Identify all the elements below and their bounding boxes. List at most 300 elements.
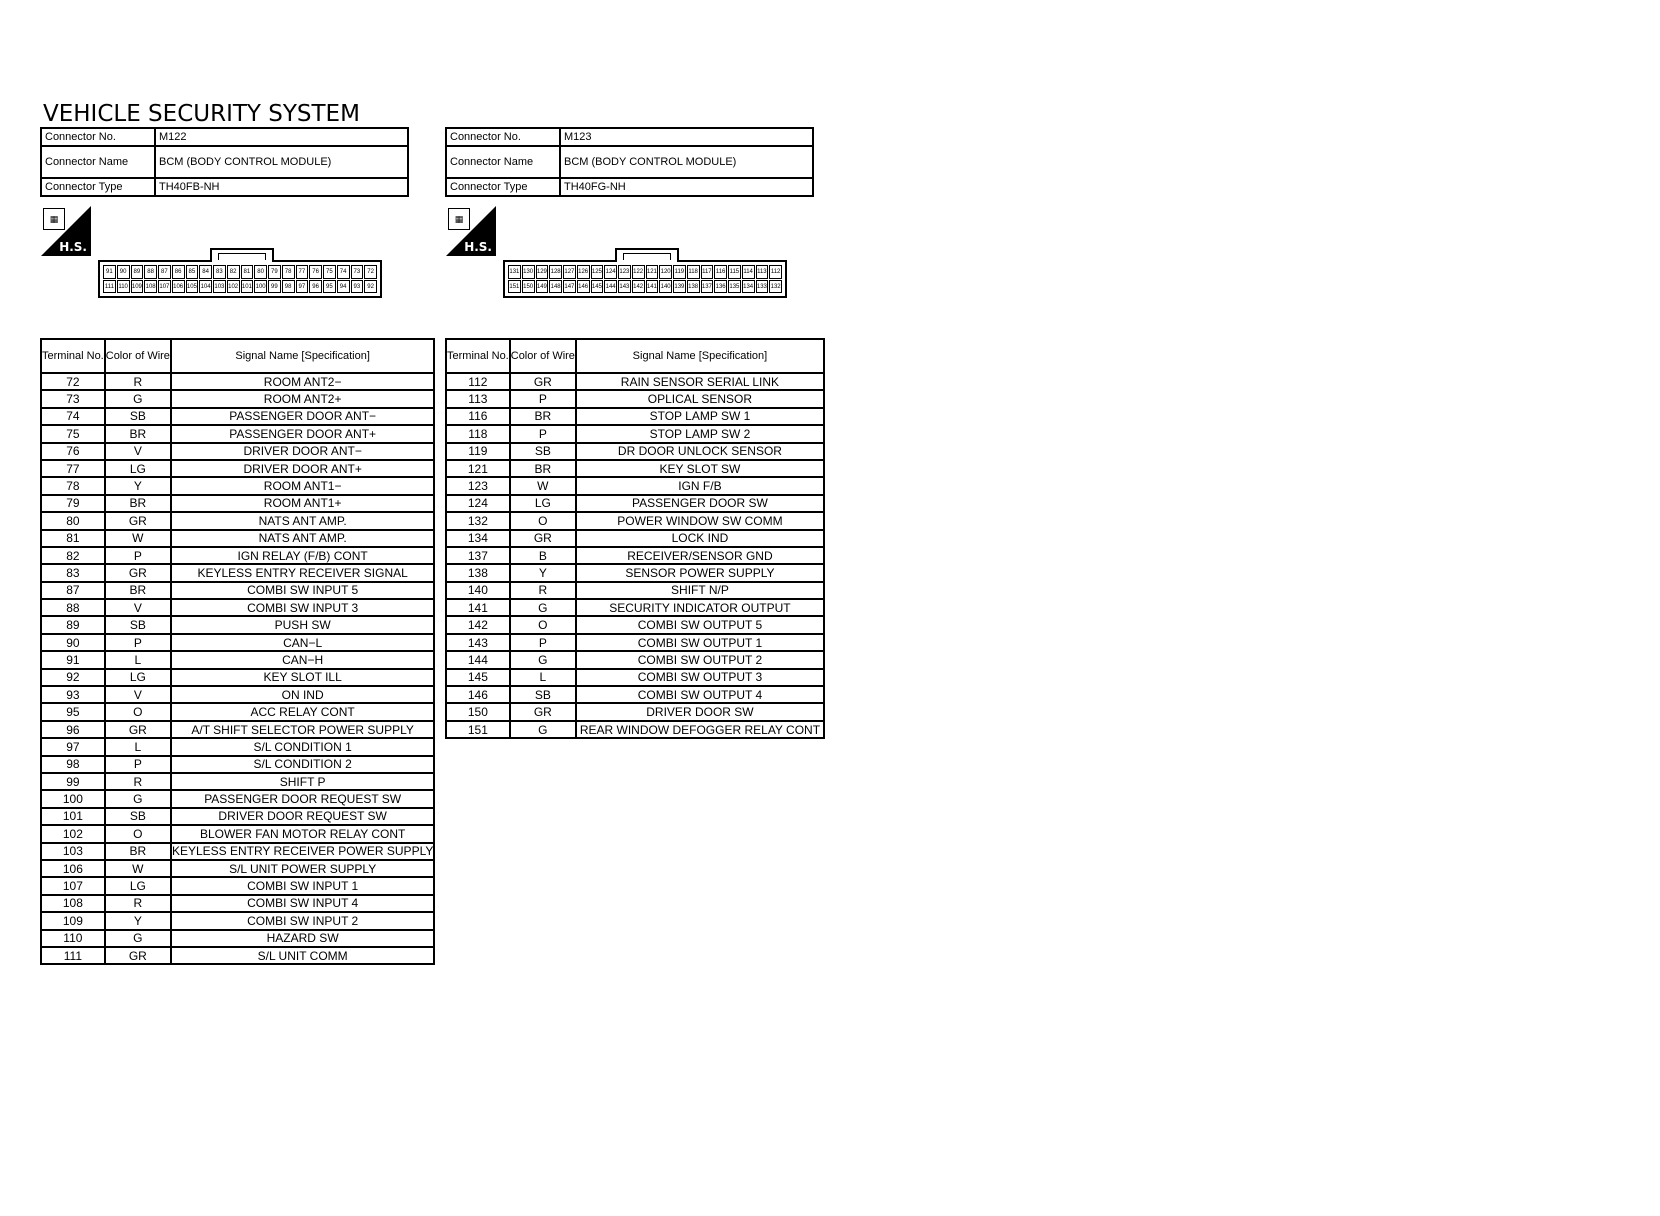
terminal-no-cell: 107 [41, 877, 105, 894]
table-row [41, 477, 434, 494]
wire-color-cell: GR [105, 564, 171, 581]
table-row [41, 616, 434, 633]
signal-name-cell: RECEIVER/SENSOR GND [576, 547, 824, 564]
wire-color-cell: SB [105, 616, 171, 633]
terminal-no-cell: 81 [41, 530, 105, 547]
signal-name-cell: S/L CONDITION 1 [171, 738, 434, 755]
signal-name-cell: COMBI SW INPUT 1 [171, 877, 434, 894]
table-row [41, 495, 434, 512]
connector-pin: 123 [618, 265, 631, 279]
connector-pin: 85 [186, 265, 199, 279]
connector-pin: 143 [618, 280, 631, 294]
signal-name-cell: KEYLESS ENTRY RECEIVER POWER SUPPLY [171, 844, 434, 859]
table-row [446, 703, 824, 720]
connector-pin: 141 [646, 280, 659, 294]
signal-name-cell: DRIVER DOOR ANT+ [171, 460, 434, 477]
signal-name-cell: A/T SHIFT SELECTOR POWER SUPPLY [171, 721, 434, 738]
connector-pin: 81 [241, 265, 254, 279]
wire-color-cell: G [105, 790, 171, 807]
connector-pin: 96 [309, 280, 322, 294]
connector-pin: 151 [508, 280, 521, 294]
wire-color-cell: LG [510, 495, 576, 512]
wire-color-cell: V [105, 686, 171, 703]
connector-pin: 99 [268, 280, 281, 294]
signal-name-cell: COMBI SW OUTPUT 1 [576, 634, 824, 651]
connector-pin: 125 [591, 265, 604, 279]
connector-pin: 139 [673, 280, 686, 294]
table-row [446, 616, 824, 633]
wire-color-cell: Y [105, 912, 171, 929]
signal-name-cell: ON IND [171, 686, 434, 703]
wire-color-cell: SB [105, 408, 171, 425]
table-row [41, 790, 434, 807]
connector-pin: 122 [632, 265, 645, 279]
connector-info-table-left [40, 127, 409, 197]
connector-no-label: Connector No. [446, 128, 560, 146]
col-terminal-no: Terminal No. [41, 339, 105, 373]
signal-name-cell: CAN−H [171, 651, 434, 668]
table-row [446, 582, 824, 599]
table-row [41, 808, 434, 825]
signal-name-cell: KEY SLOT ILL [171, 669, 434, 686]
table-row [446, 425, 824, 442]
signal-name-cell: COMBI SW OUTPUT 5 [576, 616, 824, 633]
connector-pin: 128 [549, 265, 562, 279]
connector-pin: 80 [254, 265, 267, 279]
connector-pin: 91 [103, 265, 116, 279]
wire-color-cell: L [105, 738, 171, 755]
wire-color-cell: V [105, 443, 171, 460]
connector-pin: 82 [227, 265, 240, 279]
table-row [41, 912, 434, 929]
table-row [41, 460, 434, 477]
connector-latch [210, 248, 274, 262]
table-row [41, 512, 434, 529]
signal-name-cell: KEY SLOT SW [576, 460, 824, 477]
wire-color-cell: LG [105, 877, 171, 894]
col-signal-name: Signal Name [Specification] [171, 339, 434, 373]
table-row [41, 860, 434, 877]
table-row [41, 547, 434, 564]
wire-color-cell: O [510, 512, 576, 529]
table-row [41, 703, 434, 720]
connector-pin: 94 [337, 280, 350, 294]
table-row [446, 443, 824, 460]
connector-pin: 147 [563, 280, 576, 294]
signal-name-cell: OPLICAL SENSOR [576, 390, 824, 407]
signal-name-cell: BLOWER FAN MOTOR RELAY CONT [171, 825, 434, 842]
connector-face-diagram-right [503, 260, 787, 298]
terminal-no-cell: 121 [446, 460, 510, 477]
connector-pin: 140 [659, 280, 672, 294]
signal-name-cell: ACC RELAY CONT [171, 703, 434, 720]
connector-pin: 108 [144, 280, 157, 294]
terminal-no-cell: 144 [446, 651, 510, 668]
hs-harness-side-icon: ▦ H.S. [41, 206, 91, 256]
connector-pin: 89 [131, 265, 144, 279]
table-row [446, 495, 824, 512]
connector-pin: 97 [296, 280, 309, 294]
terminal-no-cell: 87 [41, 582, 105, 599]
terminal-no-cell: 111 [41, 947, 105, 964]
signal-name-cell: PASSENGER DOOR ANT+ [171, 425, 434, 442]
connector-pin: 79 [268, 265, 281, 279]
connector-pin: 142 [632, 280, 645, 294]
table-row [446, 686, 824, 703]
wire-color-cell: LG [105, 460, 171, 477]
wire-color-cell: SB [510, 443, 576, 460]
terminal-no-cell: 98 [41, 756, 105, 773]
connector-no-value: M123 [560, 128, 813, 146]
signal-name-cell: ROOM ANT1− [171, 477, 434, 494]
terminal-no-cell: 150 [446, 703, 510, 720]
terminal-no-cell: 91 [41, 651, 105, 668]
terminal-no-cell: 145 [446, 669, 510, 686]
table-row [41, 738, 434, 755]
connector-pin: 130 [522, 265, 535, 279]
signal-name-cell: HAZARD SW [171, 930, 434, 947]
terminal-no-cell: 119 [446, 443, 510, 460]
signal-name-cell: DRIVER DOOR ANT− [171, 443, 434, 460]
connector-pin: 133 [756, 280, 769, 294]
wire-color-cell: B [510, 547, 576, 564]
wire-color-cell: P [105, 634, 171, 651]
wire-color-cell: P [510, 634, 576, 651]
terminal-no-cell: 108 [41, 895, 105, 912]
wire-color-cell: BR [105, 495, 171, 512]
connector-pin: 84 [199, 265, 212, 279]
connector-no-value: M122 [155, 128, 408, 146]
terminal-table-right [445, 338, 825, 739]
connector-type-value: TH40FB-NH [155, 178, 408, 196]
terminal-no-cell: 80 [41, 512, 105, 529]
signal-name-cell: STOP LAMP SW 1 [576, 408, 824, 425]
wire-color-cell: R [105, 895, 171, 912]
terminal-no-cell: 89 [41, 616, 105, 633]
table-row [446, 634, 824, 651]
wire-color-cell: O [105, 825, 171, 842]
connector-pin: 148 [549, 280, 562, 294]
wire-color-cell: R [105, 373, 171, 390]
table-row [41, 408, 434, 425]
connector-pin: 129 [536, 265, 549, 279]
terminal-no-cell: 124 [446, 495, 510, 512]
signal-name-cell: PASSENGER DOOR REQUEST SW [171, 790, 434, 807]
wire-color-cell: G [510, 599, 576, 616]
connector-pin: 134 [742, 280, 755, 294]
connector-pin: 150 [522, 280, 535, 294]
connector-pin: 77 [296, 265, 309, 279]
wire-color-cell: P [510, 390, 576, 407]
signal-name-cell: PUSH SW [171, 616, 434, 633]
wire-color-cell: SB [510, 686, 576, 703]
terminal-no-cell: 116 [446, 408, 510, 425]
terminal-no-cell: 141 [446, 599, 510, 616]
terminal-no-cell: 112 [446, 373, 510, 390]
terminal-no-cell: 73 [41, 390, 105, 407]
signal-name-cell: ROOM ANT1+ [171, 495, 434, 512]
terminal-no-cell: 92 [41, 669, 105, 686]
table-row [41, 843, 434, 860]
connector-pin: 90 [117, 265, 130, 279]
connector-pin: 98 [282, 280, 295, 294]
terminal-no-cell: 143 [446, 634, 510, 651]
signal-name-cell: ROOM ANT2+ [171, 390, 434, 407]
terminal-no-cell: 140 [446, 582, 510, 599]
terminal-no-cell: 77 [41, 460, 105, 477]
connector-pin: 111 [103, 280, 116, 294]
wire-color-cell: LG [105, 669, 171, 686]
wire-color-cell: G [105, 390, 171, 407]
connector-pin: 95 [323, 280, 336, 294]
wire-color-cell: BR [105, 425, 171, 442]
signal-name-cell: S/L CONDITION 2 [171, 756, 434, 773]
signal-name-cell: SECURITY INDICATOR OUTPUT [576, 599, 824, 616]
connector-pin: 132 [769, 280, 782, 294]
wire-color-cell: W [105, 860, 171, 877]
terminal-no-cell: 96 [41, 721, 105, 738]
connector-pin: 93 [351, 280, 364, 294]
connector-mini-icon: ▦ [43, 208, 65, 230]
connector-pin: 145 [591, 280, 604, 294]
connector-pin: 117 [701, 265, 714, 279]
table-row [41, 373, 434, 390]
connector-pin: 110 [117, 280, 130, 294]
wire-color-cell: GR [105, 512, 171, 529]
terminal-no-cell: 88 [41, 599, 105, 616]
connector-pin: 118 [687, 265, 700, 279]
signal-name-cell: COMBI SW INPUT 2 [171, 912, 434, 929]
table-row [446, 599, 824, 616]
terminal-no-cell: 113 [446, 390, 510, 407]
signal-name-cell: PASSENGER DOOR ANT− [171, 408, 434, 425]
terminal-no-cell: 132 [446, 512, 510, 529]
connector-pin: 113 [756, 265, 769, 279]
connector-pin: 112 [769, 265, 782, 279]
table-row [41, 651, 434, 668]
connector-pin: 137 [701, 280, 714, 294]
signal-name-cell: NATS ANT AMP. [171, 530, 434, 547]
terminal-no-cell: 118 [446, 425, 510, 442]
terminal-no-cell: 123 [446, 477, 510, 494]
connector-pin: 127 [563, 265, 576, 279]
terminal-no-cell: 134 [446, 530, 510, 547]
table-row [446, 651, 824, 668]
signal-name-cell: NATS ANT AMP. [171, 512, 434, 529]
wire-color-cell: GR [105, 721, 171, 738]
connector-pin: 76 [309, 265, 322, 279]
connector-pin: 103 [213, 280, 226, 294]
connector-pin: 146 [577, 280, 590, 294]
signal-name-cell: LOCK IND [576, 530, 824, 547]
signal-name-cell: RAIN SENSOR SERIAL LINK [576, 373, 824, 390]
signal-name-cell: KEYLESS ENTRY RECEIVER SIGNAL [171, 564, 434, 581]
connector-pin: 72 [364, 265, 377, 279]
connector-pin: 104 [199, 280, 212, 294]
connector-type-label: Connector Type [446, 178, 560, 196]
table-row [446, 408, 824, 425]
table-row [41, 634, 434, 651]
terminal-no-cell: 101 [41, 808, 105, 825]
terminal-no-cell: 110 [41, 930, 105, 947]
wire-color-cell: V [105, 599, 171, 616]
wire-color-cell: P [510, 425, 576, 442]
terminal-no-cell: 82 [41, 547, 105, 564]
wire-color-cell: BR [105, 843, 171, 860]
wire-color-cell: W [510, 477, 576, 494]
connector-pin: 88 [144, 265, 157, 279]
connector-pin: 73 [351, 265, 364, 279]
connector-name-label: Connector Name [41, 146, 155, 178]
terminal-no-cell: 102 [41, 825, 105, 842]
terminal-no-cell: 76 [41, 443, 105, 460]
terminal-no-cell: 106 [41, 860, 105, 877]
table-row [446, 564, 824, 581]
table-row [41, 530, 434, 547]
wire-color-cell: BR [510, 460, 576, 477]
terminal-no-cell: 142 [446, 616, 510, 633]
connector-pin: 109 [131, 280, 144, 294]
table-row [41, 756, 434, 773]
connector-name-value: BCM (BODY CONTROL MODULE) [560, 146, 813, 178]
table-row [41, 564, 434, 581]
connector-pin: 115 [728, 265, 741, 279]
signal-name-cell: DRIVER DOOR REQUEST SW [171, 808, 434, 825]
connector-pin: 136 [714, 280, 727, 294]
terminal-no-cell: 103 [41, 843, 105, 860]
col-signal-name: Signal Name [Specification] [576, 339, 824, 373]
wire-color-cell: BR [105, 582, 171, 599]
signal-name-cell: COMBI SW INPUT 4 [171, 895, 434, 912]
signal-name-cell: COMBI SW OUTPUT 3 [576, 669, 824, 686]
terminal-no-cell: 75 [41, 425, 105, 442]
table-row [41, 877, 434, 894]
terminal-no-cell: 78 [41, 477, 105, 494]
signal-name-cell: COMBI SW OUTPUT 2 [576, 651, 824, 668]
connector-pin: 135 [728, 280, 741, 294]
wire-color-cell: R [105, 773, 171, 790]
table-row [41, 443, 434, 460]
wire-color-cell: G [105, 930, 171, 947]
signal-name-cell: POWER WINDOW SW COMM [576, 512, 824, 529]
wire-color-cell: W [105, 530, 171, 547]
signal-name-cell: S/L UNIT POWER SUPPLY [171, 860, 434, 877]
table-row [41, 390, 434, 407]
terminal-no-cell: 97 [41, 738, 105, 755]
terminal-no-cell: 151 [446, 721, 510, 738]
connector-info-table-right [445, 127, 814, 197]
terminal-no-cell: 95 [41, 703, 105, 720]
terminal-no-cell: 93 [41, 686, 105, 703]
signal-name-cell: REAR WINDOW DEFOGGER RELAY CONT [576, 721, 824, 738]
table-row [446, 512, 824, 529]
terminal-table-left [40, 338, 435, 965]
connector-face-diagram-left [98, 260, 382, 298]
connector-pin: 144 [604, 280, 617, 294]
signal-name-cell: S/L UNIT COMM [171, 947, 434, 964]
terminal-no-cell: 146 [446, 686, 510, 703]
table-row [41, 599, 434, 616]
table-row [446, 460, 824, 477]
wire-color-cell: GR [510, 703, 576, 720]
table-row [41, 825, 434, 842]
terminal-no-cell: 79 [41, 495, 105, 512]
connector-pin: 106 [172, 280, 185, 294]
connector-pin: 120 [659, 265, 672, 279]
connector-pin: 86 [172, 265, 185, 279]
terminal-no-cell: 100 [41, 790, 105, 807]
connector-type-value: TH40FG-NH [560, 178, 813, 196]
wire-color-cell: SB [105, 808, 171, 825]
wire-color-cell: G [510, 721, 576, 738]
connector-pin: 124 [604, 265, 617, 279]
signal-name-cell: SHIFT N/P [576, 582, 824, 599]
table-row [446, 373, 824, 390]
connector-pin: 101 [241, 280, 254, 294]
wire-color-cell: G [510, 651, 576, 668]
table-row [41, 721, 434, 738]
terminal-no-cell: 109 [41, 912, 105, 929]
signal-name-cell: IGN RELAY (F/B) CONT [171, 547, 434, 564]
connector-pin: 131 [508, 265, 521, 279]
connector-pin: 74 [337, 265, 350, 279]
page-title: VEHICLE SECURITY SYSTEM [43, 101, 360, 127]
connector-pin: 116 [714, 265, 727, 279]
signal-name-cell: SENSOR POWER SUPPLY [576, 564, 824, 581]
wire-color-cell: O [105, 703, 171, 720]
connector-pin: 126 [577, 265, 590, 279]
connector-no-label: Connector No. [41, 128, 155, 146]
terminal-no-cell: 137 [446, 547, 510, 564]
wire-color-cell: GR [105, 947, 171, 964]
table-row [446, 477, 824, 494]
connector-pin: 119 [673, 265, 686, 279]
table-row [41, 669, 434, 686]
wire-color-cell: Y [510, 564, 576, 581]
connector-latch [615, 248, 679, 262]
col-terminal-no: Terminal No. [446, 339, 510, 373]
connector-pin: 83 [213, 265, 226, 279]
terminal-no-cell: 90 [41, 634, 105, 651]
wire-color-cell: O [510, 616, 576, 633]
table-row [41, 425, 434, 442]
connector-pin: 107 [158, 280, 171, 294]
table-row [446, 547, 824, 564]
connector-pin: 75 [323, 265, 336, 279]
connector-name-value: BCM (BODY CONTROL MODULE) [155, 146, 408, 178]
table-row [446, 669, 824, 686]
col-color-of-wire: Color of Wire [105, 339, 171, 373]
connector-name-label: Connector Name [446, 146, 560, 178]
table-row [41, 582, 434, 599]
signal-name-cell: DR DOOR UNLOCK SENSOR [576, 443, 824, 460]
table-row [41, 773, 434, 790]
terminal-no-cell: 99 [41, 773, 105, 790]
terminal-no-cell: 72 [41, 373, 105, 390]
signal-name-cell: DRIVER DOOR SW [576, 703, 824, 720]
wire-color-cell: GR [510, 373, 576, 390]
table-row [446, 721, 824, 738]
signal-name-cell: CAN−L [171, 634, 434, 651]
wire-color-cell: Y [105, 477, 171, 494]
terminal-no-cell: 83 [41, 564, 105, 581]
table-row [446, 530, 824, 547]
table-row [41, 947, 434, 964]
signal-name-cell: COMBI SW OUTPUT 4 [576, 686, 824, 703]
connector-pin: 92 [364, 280, 377, 294]
hs-harness-side-icon: ▦ H.S. [446, 206, 496, 256]
signal-name-cell: IGN F/B [576, 477, 824, 494]
